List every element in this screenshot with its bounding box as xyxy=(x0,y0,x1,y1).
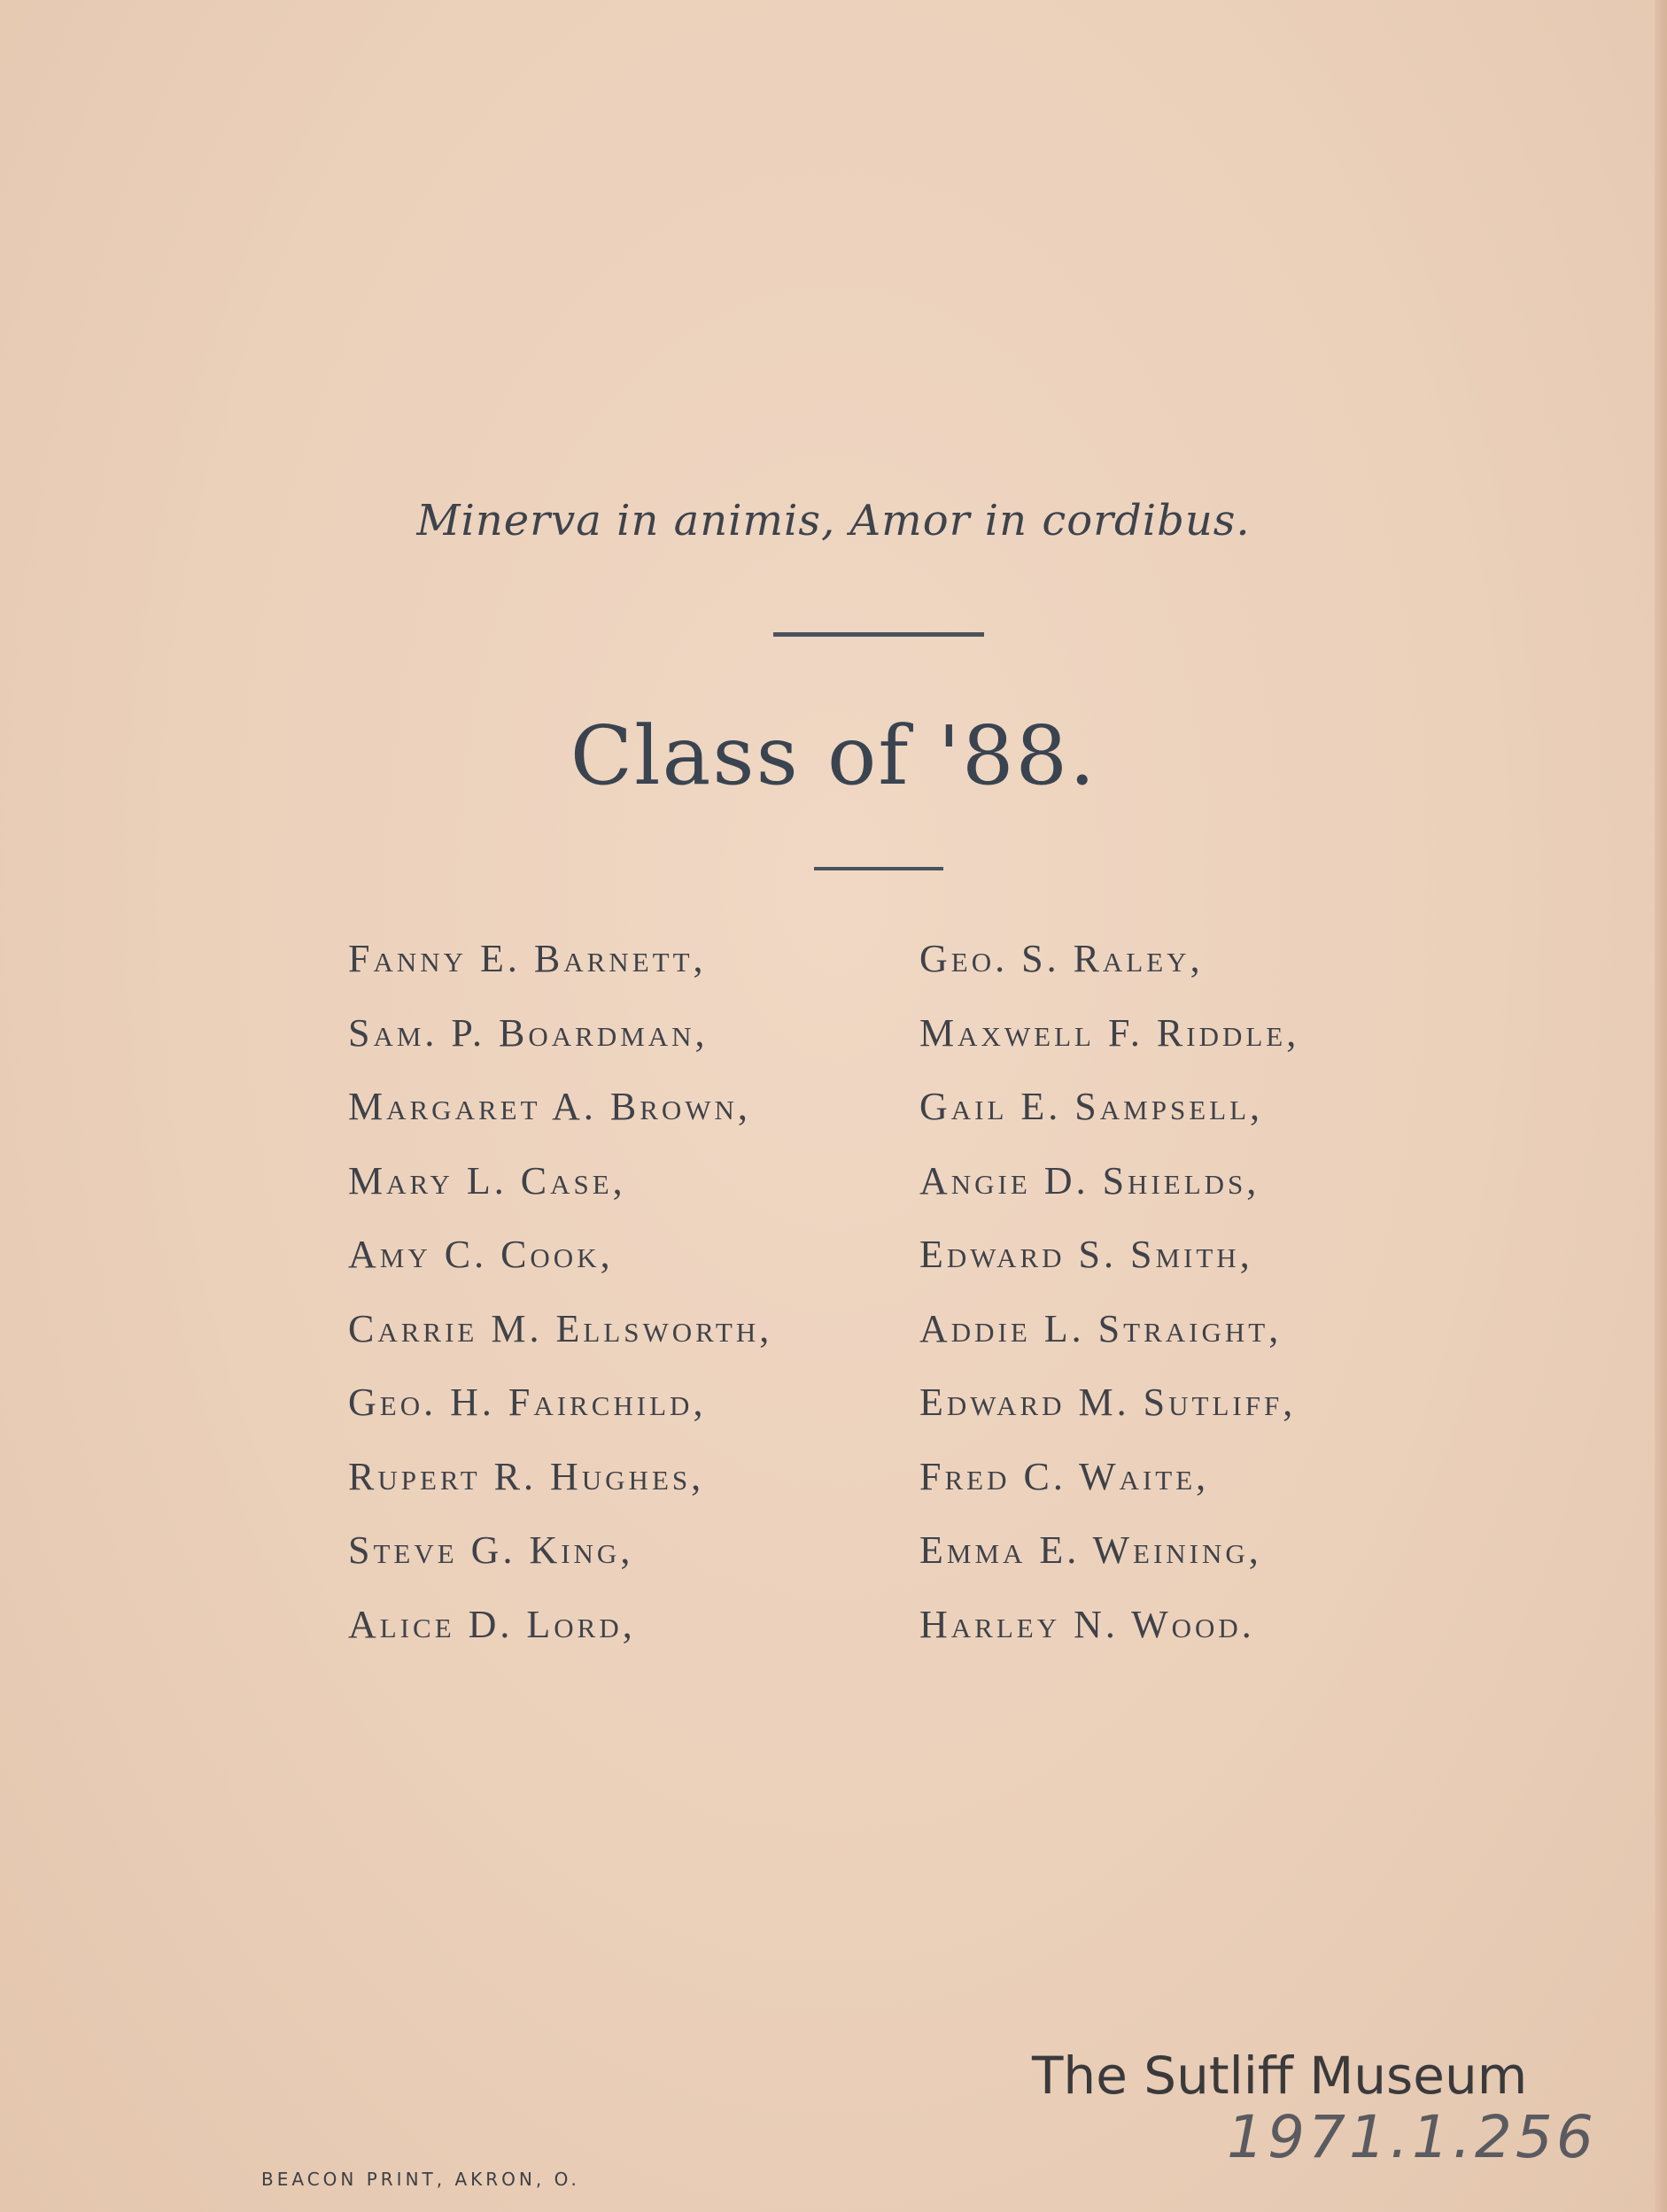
roster-left-column xyxy=(348,930,772,1669)
bottom-divider xyxy=(814,867,943,870)
card-edge xyxy=(1655,0,1667,2212)
top-divider xyxy=(773,632,984,637)
roster-name: Fred C. Waite, xyxy=(919,1454,1210,1498)
roster-name: Maxwell F. Riddle, xyxy=(919,1010,1300,1055)
roster-name: Geo. H. Fairchild, xyxy=(348,1381,707,1424)
roster-name: Geo. S. Raley, xyxy=(919,937,1204,980)
roster-name: Mary L. Case, xyxy=(348,1158,626,1203)
roster-name: Sam. P. Boardman, xyxy=(348,1010,709,1055)
roster-name: Edward S. Smith, xyxy=(919,1233,1253,1276)
museum-watermark: The Sutliff Museum xyxy=(1032,2046,1528,2106)
roster-name: Margaret A. Brown, xyxy=(348,1085,751,1128)
roster-name: Fanny E. Barnett, xyxy=(348,937,707,980)
roster-name: Harley N. Wood. xyxy=(919,1602,1255,1646)
roster-right-column xyxy=(919,930,1299,1669)
accession-number: 1971.1.256 xyxy=(1227,2103,1597,2171)
roster-name: Edward M. Sutliff, xyxy=(919,1381,1297,1424)
printer-imprint: BEACON PRINT, AKRON, O. xyxy=(261,2169,580,2190)
motto: Minerva in animis, Amor in cordibus. xyxy=(416,496,1251,545)
roster-name: Carrie M. Ellsworth, xyxy=(348,1306,773,1350)
roster-name: Alice D. Lord, xyxy=(348,1602,636,1646)
roster-name: Amy C. Cook, xyxy=(348,1233,614,1276)
roster-name: Gail E. Sampsell, xyxy=(919,1085,1264,1128)
roster-name: Rupert R. Hughes, xyxy=(348,1454,705,1498)
roster-name: Emma E. Weining, xyxy=(919,1528,1262,1572)
roster-name: Angie D. Shields, xyxy=(919,1158,1260,1203)
roster-name: Addie L. Straight, xyxy=(919,1306,1283,1350)
class-title: Class of '88. xyxy=(570,708,1097,803)
roster-name: Steve G. King, xyxy=(348,1528,634,1572)
